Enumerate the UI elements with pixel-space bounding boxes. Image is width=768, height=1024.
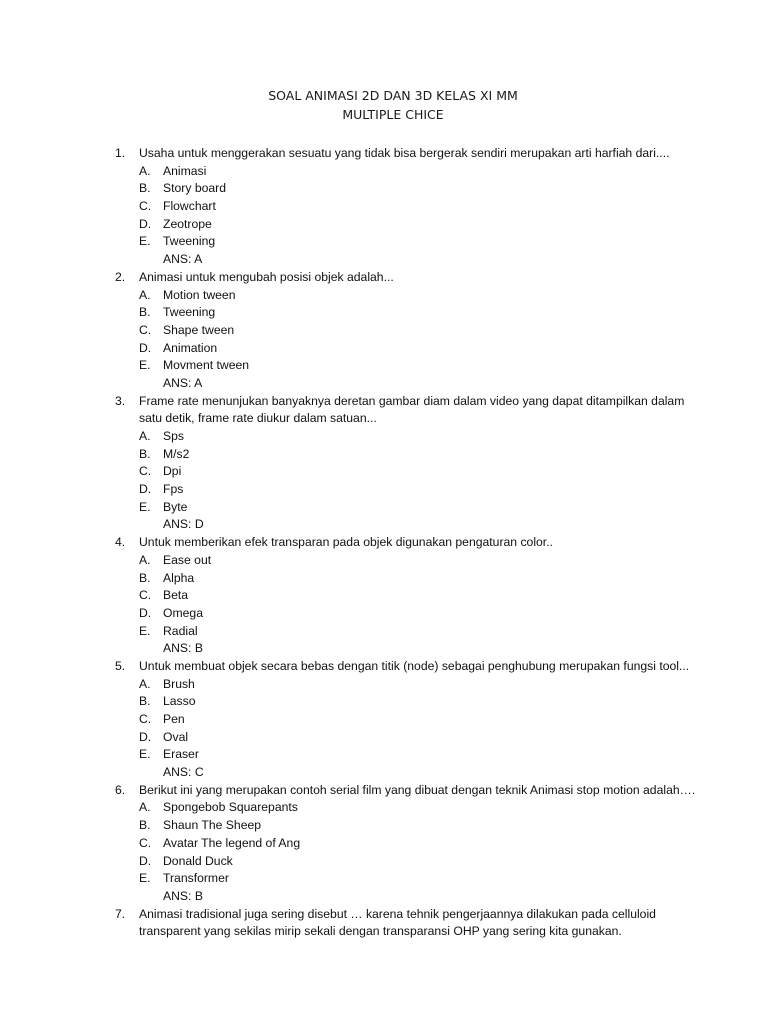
- answer-option: [0, 322, 768, 340]
- option-letter: E.: [139, 358, 151, 373]
- question-row: [0, 269, 768, 287]
- answer-option: [0, 693, 768, 711]
- question-text: Untuk membuat objek secara bebas dengan titik (node) sebagai penghubung merupakan fungsi tool...: [139, 658, 690, 673]
- option-text: Avatar The legend of Ang: [163, 835, 301, 850]
- option-letter: E.: [139, 234, 151, 249]
- option-letter: C.: [139, 464, 152, 479]
- answer-key: ANS: C: [163, 765, 204, 780]
- option-letter: D.: [139, 605, 152, 620]
- option-letter: A.: [139, 287, 151, 302]
- answer-option: [0, 799, 768, 817]
- answer-option: [0, 711, 768, 729]
- option-text: Tweening: [163, 305, 216, 320]
- option-text: Beta: [163, 588, 189, 603]
- option-letter: C.: [139, 199, 152, 214]
- question-text-continued: transparent yang sekilas mirip sekali dengan transparansi OHP yang sering kita gunakan.: [139, 924, 622, 939]
- option-text: Motion tween: [163, 287, 236, 302]
- option-text: Shape tween: [163, 322, 235, 337]
- answer-option: [0, 357, 768, 375]
- question-item: [0, 393, 768, 535]
- option-text: Dpi: [163, 464, 182, 479]
- answer-option: [0, 870, 768, 888]
- answer-option: [0, 163, 768, 181]
- option-text: Byte: [163, 499, 188, 514]
- option-text: Pen: [163, 712, 185, 726]
- answer-option: [0, 446, 768, 464]
- answer-option: [0, 287, 768, 305]
- option-letter: A.: [139, 676, 151, 691]
- answer-option: [0, 180, 768, 198]
- answer-option: [0, 835, 768, 853]
- answer-option: [0, 216, 768, 234]
- option-text: Donald Duck: [163, 853, 233, 868]
- document-title: SOAL ANIMASI 2D DAN 3D KELAS XI MM: [268, 88, 518, 103]
- option-letter: C.: [139, 322, 152, 337]
- answer-key-row: [0, 516, 768, 534]
- option-letter: A.: [139, 163, 151, 178]
- answer-option: [0, 304, 768, 322]
- answer-key-row: [0, 375, 768, 393]
- question-item: [0, 534, 768, 658]
- option-text: Movment tween: [163, 358, 250, 373]
- question-item: [0, 658, 768, 782]
- option-letter: C.: [139, 588, 152, 603]
- answer-option: [0, 746, 768, 764]
- answer-option: [0, 729, 768, 747]
- option-letter: B.: [139, 694, 151, 709]
- document-subtitle: MULTIPLE CHICE: [342, 107, 444, 122]
- option-text: Fps: [163, 482, 184, 497]
- option-letter: B.: [139, 570, 151, 585]
- option-letter: B.: [139, 181, 151, 196]
- answer-option: [0, 198, 768, 216]
- option-text: Alpha: [163, 570, 195, 585]
- question-number: 2.: [115, 269, 126, 284]
- question-number: 4.: [115, 535, 126, 550]
- question-item: [0, 269, 768, 393]
- answer-option: [0, 428, 768, 446]
- option-letter: E.: [139, 871, 151, 886]
- answer-key: ANS: A: [163, 252, 203, 267]
- question-row: [0, 534, 768, 552]
- question-row: [0, 782, 768, 800]
- option-text: Radial: [163, 623, 198, 638]
- answer-option: [0, 587, 768, 605]
- option-text: M/s2: [163, 446, 190, 461]
- option-text: Oval: [163, 729, 189, 744]
- option-text: Flowchart: [163, 199, 216, 214]
- option-text: Ease out: [163, 552, 212, 567]
- option-letter: B.: [139, 818, 151, 833]
- answer-key-row: [0, 764, 768, 782]
- option-text: Zeotrope: [163, 216, 212, 231]
- question-number: 3.: [115, 393, 126, 408]
- answer-option: [0, 605, 768, 623]
- option-letter: C.: [139, 835, 152, 850]
- option-letter: C.: [139, 712, 152, 726]
- answer-option: [0, 499, 768, 517]
- option-letter: D.: [139, 340, 152, 355]
- question-text: Animasi tradisional juga sering disebut … karena tehnik pengerjaannya dilakukan pada celluloid: [139, 906, 656, 921]
- question-text: Berikut ini yang merupakan contoh serial film yang dibuat dengan teknik Animasi stop motion adalah….: [139, 782, 696, 797]
- question-text: Untuk memberikan efek transparan pada objek digunakan pengaturan color..: [139, 535, 553, 550]
- option-letter: D.: [139, 853, 152, 868]
- option-letter: A.: [139, 800, 151, 815]
- option-letter: D.: [139, 482, 152, 497]
- answer-key: ANS: A: [163, 375, 203, 390]
- question-list: [0, 145, 768, 941]
- option-text: Tweening: [163, 234, 216, 249]
- answer-option: [0, 340, 768, 358]
- option-letter: E.: [139, 623, 151, 638]
- option-text: Spongebob Squarepants: [163, 800, 298, 815]
- option-text: Story board: [163, 181, 227, 196]
- answer-option: [0, 853, 768, 871]
- question-row: [0, 145, 768, 163]
- answer-key-row: [0, 888, 768, 906]
- answer-option: [0, 676, 768, 694]
- question-text: Animasi untuk mengubah posisi objek adalah...: [139, 269, 394, 284]
- option-letter: B.: [139, 446, 151, 461]
- answer-option: [0, 552, 768, 570]
- option-text: Omega: [163, 605, 203, 620]
- option-letter: E.: [139, 499, 151, 514]
- option-letter: D.: [139, 216, 152, 231]
- answer-key-row: [0, 640, 768, 658]
- option-letter: B.: [139, 305, 151, 320]
- answer-key: ANS: D: [163, 517, 204, 532]
- option-letter: E.: [139, 747, 151, 762]
- question-number: 5.: [115, 658, 126, 673]
- option-letter: A.: [139, 552, 151, 567]
- option-text: Animasi: [163, 163, 207, 178]
- question-number: 7.: [115, 906, 126, 921]
- question-text-continued: satu detik, frame rate diukur dalam satuan...: [139, 411, 377, 426]
- answer-option: [0, 570, 768, 588]
- question-text: Usaha untuk menggerakan sesuatu yang tidak bisa bergerak sendiri merupakan arti harfiah dari....: [139, 146, 670, 160]
- answer-option: [0, 233, 768, 251]
- answer-key-row: [0, 251, 768, 269]
- answer-option: [0, 481, 768, 499]
- question-item: [0, 782, 768, 906]
- option-text: Eraser: [163, 747, 199, 762]
- question-text: Frame rate menunjukan banyaknya deretan gambar diam dalam video yang dapat ditampilkan dalam: [139, 393, 685, 408]
- option-letter: A.: [139, 429, 151, 443]
- question-item: [0, 906, 768, 941]
- question-number: 1.: [115, 146, 126, 160]
- option-text: Shaun The Sheep: [163, 818, 262, 833]
- question-row: [0, 393, 768, 411]
- option-text: Transformer: [163, 871, 229, 886]
- answer-option: [0, 463, 768, 481]
- option-text: Animation: [163, 340, 218, 355]
- option-text: Sps: [163, 429, 185, 443]
- option-text: Brush: [163, 676, 195, 691]
- question-item: [0, 145, 768, 269]
- answer-option: [0, 623, 768, 641]
- answer-key: ANS: B: [163, 888, 203, 903]
- question-number: 6.: [115, 782, 126, 797]
- answer-key: ANS: B: [163, 641, 203, 656]
- question-row: [0, 658, 768, 676]
- question-row: [0, 906, 768, 924]
- answer-option: [0, 817, 768, 835]
- option-text: Lasso: [163, 694, 196, 709]
- option-letter: D.: [139, 729, 152, 744]
